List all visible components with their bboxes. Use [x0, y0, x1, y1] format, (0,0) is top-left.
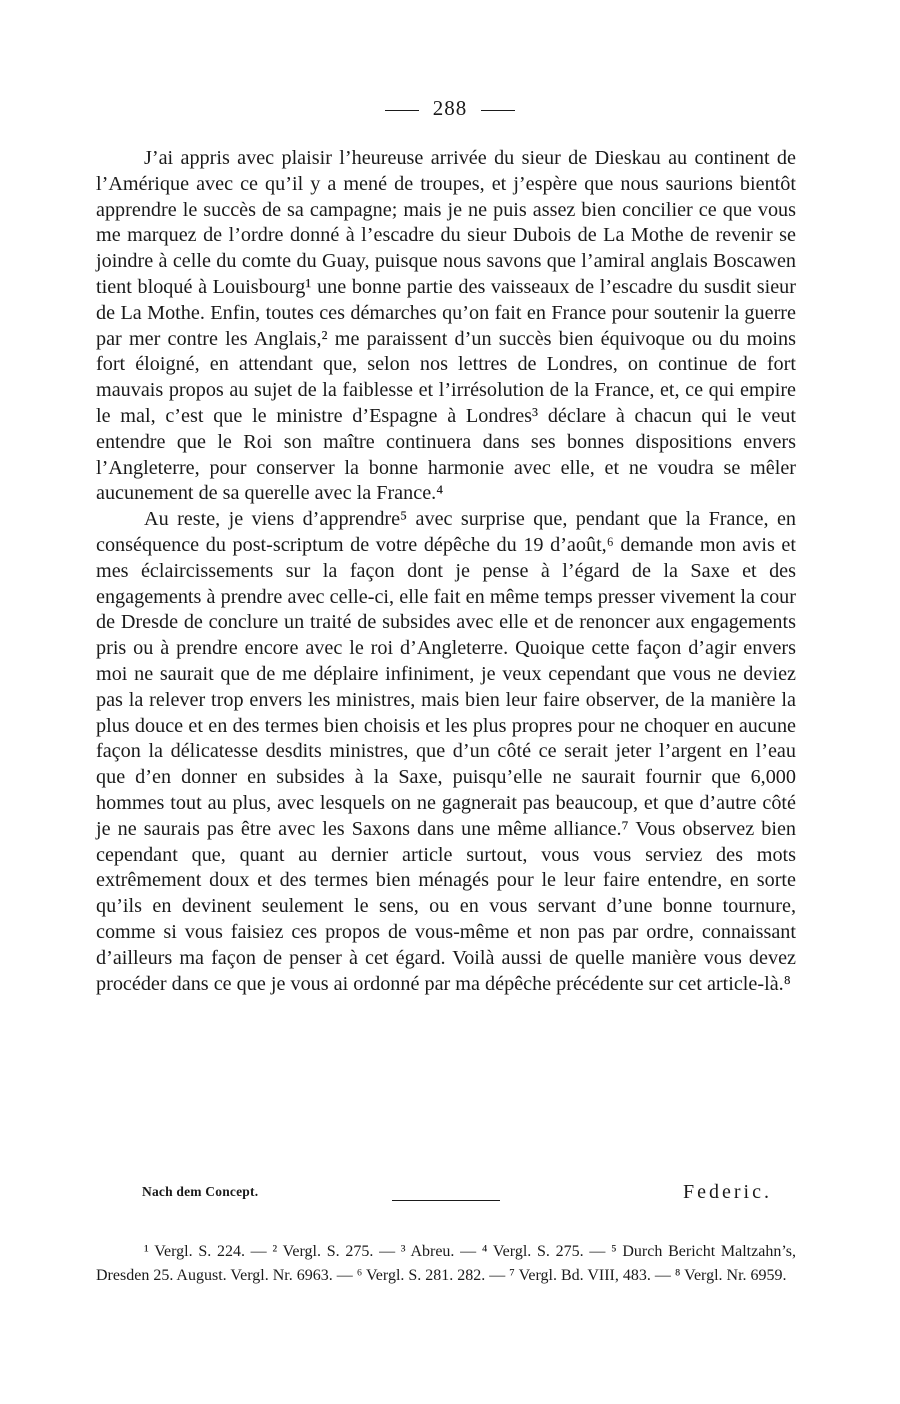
page-number: 288: [432, 96, 468, 120]
header-dash-left: [385, 110, 419, 111]
signature: Federic.: [683, 1181, 772, 1203]
header-dash-right: [481, 110, 515, 111]
footnote-separator: [392, 1200, 500, 1201]
page-header: [0, 96, 900, 121]
letter-body: [96, 146, 796, 997]
paragraph: Au reste, je viens d’apprendre⁵ avec surprise que, pendant que la France, en conséquence du post-scriptum de votre dépêche du 19 d’août,⁶ demande mon avis et mes éclaircissements sur la façon dont je pense à l’égard de la Saxe et des engagements à prendre avec celle-ci, elle fait en même temps presser vivement la cour de Dresde de conclure un traité de subsides avec elle et de renoncer aux engagements pris ou à prendre encore avec le roi d’Angleterre. Quoique cette façon d’agir envers moi ne saurait que de me déplaire infiniment, je veux cependant que vous ne deviez pas la relever trop envers les ministres, mais bien leur faire observer, de la manière la plus douce et en des termes bien choisis et les plus propres pour ne choquer en aucune façon la délicatesse desdits ministres, que d’un côté ce serait jeter l’argent en l’eau que d’en donner en subsides à la Saxe, puisqu’elle ne saurait fournir que 6,000 hommes tout au plus, avec lesquels on ne gagnerait pas beaucoup, et que d’autre côté je ne saurais pas être avec les Saxons dans une même alliance.⁷ Vous observez bien cependant que, quant au dernier article surtout, vous vous serviez des mots extrêmement doux et des termes bien ménagés pour le leur faire entendre, en sorte qu’ils en devinent seulement le sens, ou en vous servant d’une bonne tournure, comme si vous faisiez ces propos de vous-même et non pas par ordre, connaissant d’ailleurs ma façon de penser à cet égard. Voilà aussi de quelle manière vous devez procéder dans ce que je vous ai ordonné par ma dépêche précédente sur cet article-là.⁸: [96, 508, 796, 995]
footnote-text: ¹ Vergl. S. 224. — ² Vergl. S. 275. — ³ Abreu. — ⁴ Vergl. S. 275. — ⁵ Durch Bericht Maltzahn’s, Dresden 25. August. Vergl. Nr. 6963. — ⁶ Vergl. S. 281. 282. — ⁷ Vergl. Bd. VIII, 483. — ⁸ Vergl. Nr. 6959.: [96, 1243, 796, 1284]
closing-row: [96, 1181, 796, 1209]
source-note: Nach dem Concept.: [142, 1184, 259, 1199]
footnotes: [96, 1240, 796, 1287]
paragraph: J’ai appris avec plaisir l’heureuse arrivée du sieur de Dieskau au continent de l’Amérique avec ce qu’il y a mené de troupes, et j’espère que nous saurions bientôt apprendre le succès de sa campagne; mais je ne puis assez bien concilier ce que vous me marquez de l’ordre donné à l’escadre du sieur Dubois de La Mothe de revenir se joindre à celle du comte du Guay, puisque nous savons que l’amiral anglais Boscawen tient bloqué à Louisbourg¹ une bonne partie des vaisseaux de l’escadre du susdit sieur de La Mothe. Enfin, toutes ces démarches qu’on fait en France pour soutenir la guerre par mer contre les Anglais,² me paraissent d’un succès bien équivoque ou du moins fort éloigné, en attendant que, selon nos lettres de Londres, on continue de fort mauvais propos au sujet de la faiblesse et l’irrésolution de la France, et, ce qui empire le mal, c’est que le ministre d’Espagne à Londres³ déclare à chacun qui le veut entendre que le Roi son maître continuera dans ses bonnes dispositions envers l’Angleterre, pour conserver la bonne harmonie avec elle, et ne voudra se mêler aucunement de sa querelle avec la France.⁴: [96, 147, 796, 505]
